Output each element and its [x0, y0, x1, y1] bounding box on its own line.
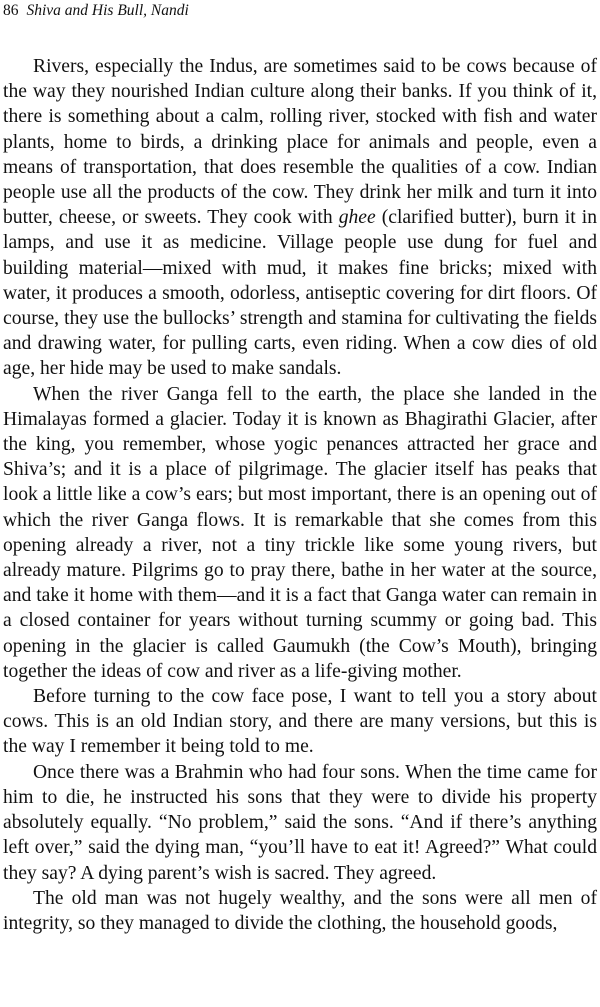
paragraph-text: Rivers, especially the Indus, are sometimes said to be cows because of the way they nourished Indian culture along their banks. If you think of it, there is something about a calm, rolling river, stocked with fish and water plants, home to birds, a drinking place for animals and people, even a means of transportation, that does resemble the qualities of a cow. Indian people use all the products of the cow. They drink her milk and turn it into butter, cheese, or sweets. They cook with	[3, 56, 597, 229]
paragraph-story-intro: Before turning to the cow face pose, I want to tell you a story about cows. This is an old Indian story, and there are many versions, but this is the way I remember it being told to me.	[3, 686, 597, 758]
page-number: 86	[3, 2, 19, 19]
book-title: Shiva and His Bull, Nandi	[26, 2, 189, 19]
paragraph-division: The old man was not hugely wealthy, and the sons were all men of integrity, so they managed to divide the clothing, the household goods,	[3, 887, 597, 934]
paragraph-ganga-glacier: When the river Ganga fell to the earth, the place she landed in the Himalayas formed a glacier. Today it is known as Bhagirathi Glacier, after the king, you remember, whose yogic penances attracted her grace and Shiva’s; and it is a place of pilgrimage. The glacier itself has peaks that look a little like a cow’s ears; but most important, there is an opening out of which the river Ganga flows. It is remarkable that she comes from this opening already a river, not a tiny trickle like some young rivers, but already mature. Pilgrims go to pray there, bathe in her water at the source, and take it home with them—and it is a fact that Ganga water can remain in a closed container for years without turning scummy or going bad. This opening in the glacier is called Gaumukh (the Cow’s Mouth), bringing together the ideas of cow and river as a life-giving mother.	[3, 383, 597, 682]
paragraph-brahmin-sons: Once there was a Brahmin who had four sons. When the time came for him to die, he instructed his sons that they were to divide his property absolutely equally. “No problem,” said the sons. “And if there’s anything left over,” said the dying man, “you’ll have to eat it! Agreed?” What could they say? A dying parent’s wish is sacred. They agreed.	[3, 761, 597, 884]
paragraph-rivers-as-cows	[3, 54, 597, 382]
italic-term-ghee: ghee	[338, 207, 376, 229]
paragraph-text: (clarified butter), burn it in lamps, and use it as medicine. Village people use dung for fuel and building material—mixed with mud, it makes fine bricks; mixed with water, it produces a smooth, odorless, antiseptic covering for dirt floors. Of course, they use the bullocks’ strength and stamina for cultivating the fields and drawing water, for pulling carts, even riding. When a cow dies of old age, her hide may be used to make sandals.	[3, 207, 597, 380]
running-head	[3, 2, 189, 20]
body-text	[3, 54, 597, 936]
